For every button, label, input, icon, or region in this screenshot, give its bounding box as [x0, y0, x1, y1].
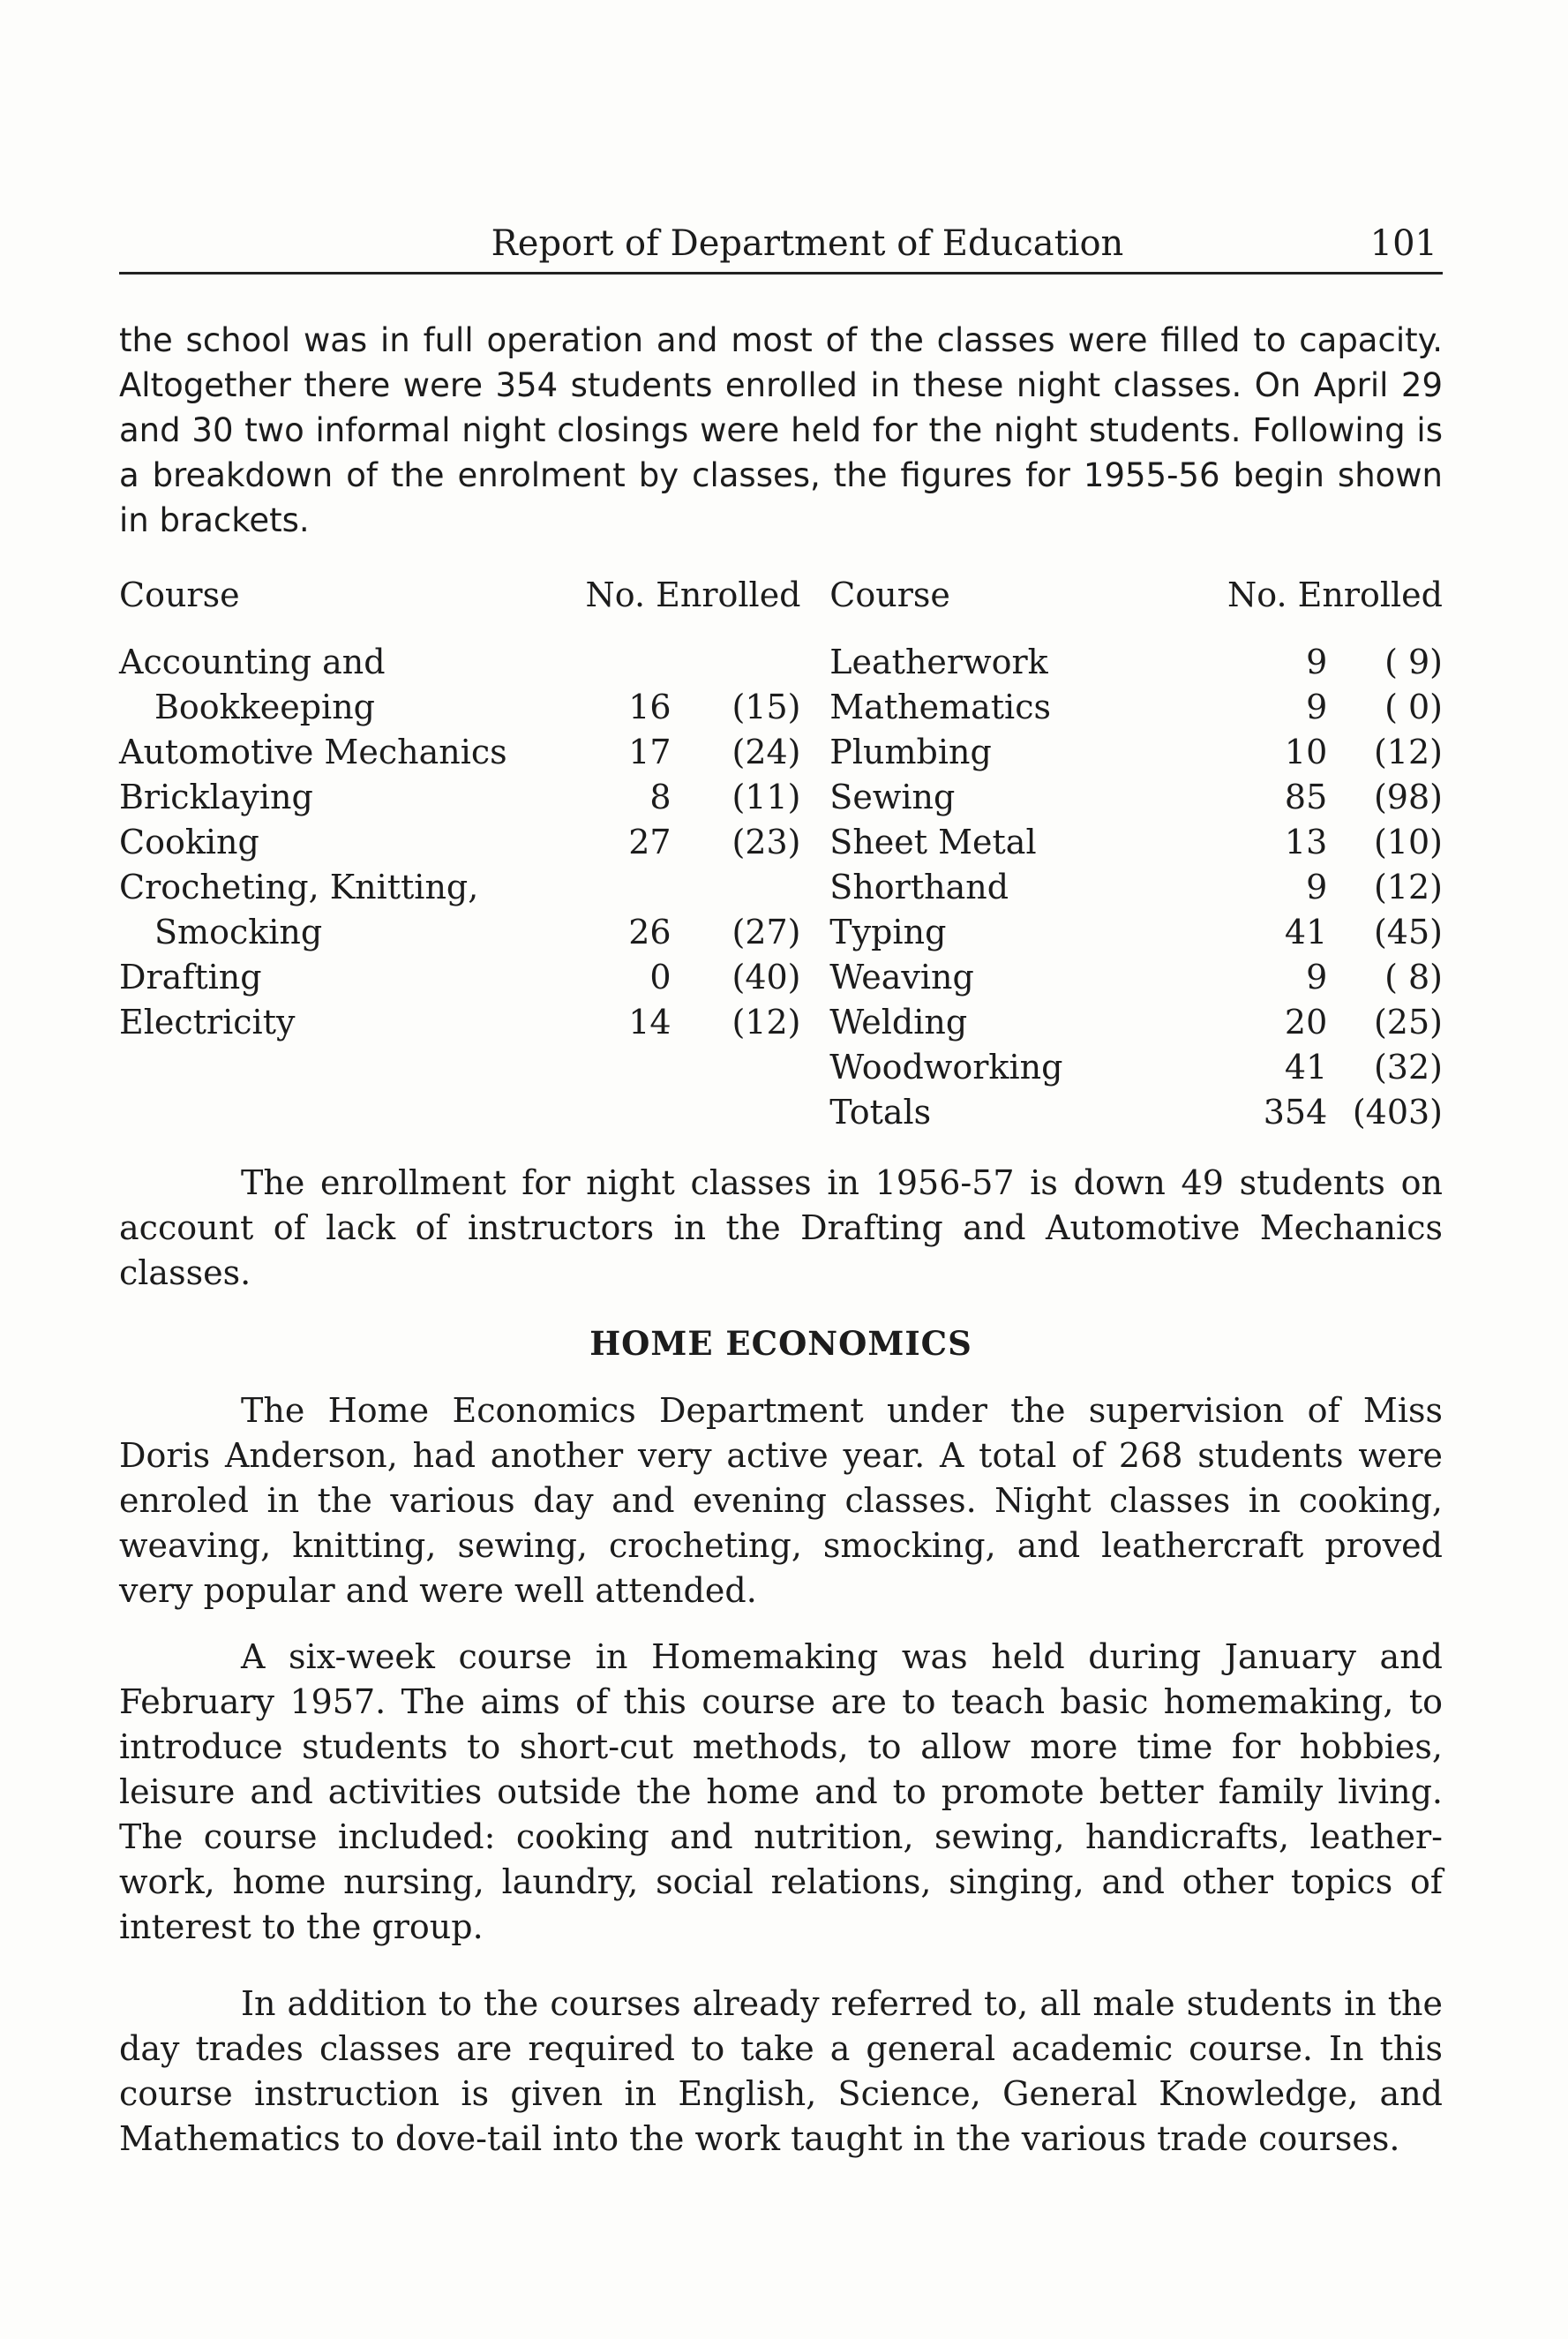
previous-year-count [693, 865, 801, 910]
table-row [119, 685, 1443, 730]
previous-year-count: (45) [1373, 913, 1443, 951]
previous-year-count: (10) [1373, 823, 1443, 861]
table-row [119, 730, 1443, 775]
enrolled-count: 9 [1306, 688, 1328, 726]
enrolled-count: 26 [628, 913, 671, 951]
previous-year-count: (11) [731, 778, 801, 816]
course-name [119, 1090, 581, 1135]
course-name: Shorthand [829, 868, 1009, 906]
column-spacer [801, 955, 830, 1000]
previous-year-count: (12) [1373, 733, 1443, 771]
home-economics-paragraph-1: The Home Economics Department under the supervision of Miss Doris Anderson, had another very active year. A total of 268 students were enroled in the various day and evening classes. Night classes in cooking, weaving, knitting, sewing, crocheting, smocking, and leathercraft proved very popular and were well attended. [119, 1391, 1443, 1610]
table-row [119, 955, 1443, 1000]
enrolled-count [581, 640, 693, 685]
table-row [119, 1090, 1443, 1135]
column-spacer [801, 1090, 830, 1135]
header-enrolled-right: No. Enrolled [1227, 575, 1443, 614]
previous-year-count: ( 9) [1384, 643, 1443, 681]
enrolled-count: 17 [628, 733, 671, 771]
header-rule [119, 272, 1443, 275]
enrolled-count: 9 [1306, 868, 1328, 906]
course-name: Electricity [119, 1003, 296, 1042]
header-title: Report of Department of Education [491, 223, 1124, 264]
enrolled-count: 27 [628, 823, 671, 861]
table-row [119, 820, 1443, 865]
previous-year-count: ( 0) [1384, 688, 1443, 726]
enrolled-count: 9 [1306, 643, 1328, 681]
previous-year-count: (40) [731, 958, 801, 997]
course-name: Mathematics [829, 688, 1051, 726]
page-number: 101 [1369, 223, 1437, 264]
previous-year-count: (32) [1373, 1048, 1443, 1087]
previous-year-count: (12) [1373, 868, 1443, 906]
enrolled-count: 41 [1284, 913, 1328, 951]
course-name: Drafting [119, 958, 262, 997]
course-name: Bookkeeping [154, 688, 375, 726]
enrolled-count [581, 865, 693, 910]
course-name [119, 1045, 581, 1090]
course-name: Typing [829, 913, 947, 951]
table-row [119, 1000, 1443, 1045]
enrolled-count: 14 [628, 1003, 671, 1042]
course-name: Sewing [829, 778, 956, 816]
course-name: Woodworking [829, 1048, 1063, 1087]
previous-year-count: (24) [731, 733, 801, 771]
enrolled-count: 10 [1284, 733, 1328, 771]
intro-paragraph: the school was in full operation and most of the classes were filled to capacity. Altogether there were 354 students enrolled in these night classes. On April 29 and 30 two informal night closings were held for the night students. Following is a breakdown of the enrolment by classes, the figures for 1955-56 begin shown in brackets. [119, 321, 1443, 539]
table-header-row [119, 572, 1443, 618]
document-page [119, 0, 1443, 2339]
previous-year-count: (98) [1373, 778, 1443, 816]
course-name: Smocking [154, 913, 323, 951]
previous-year-count: (15) [731, 688, 801, 726]
home-economics-paragraph-3: In addition to the courses already referred to, all male students in the day trades classes are required to take a general academic course. In this course instruction is given in English, Science, General Knowledge, and Mathematics to dove-tail into the work taught in the various trade courses. [119, 1984, 1443, 2158]
course-name: Accounting and [119, 643, 386, 681]
column-spacer [801, 865, 830, 910]
previous-year-count: (12) [731, 1003, 801, 1042]
course-name: Automotive Mechanics [119, 733, 507, 771]
header-enrolled-left: No. Enrolled [585, 575, 801, 614]
course-name: Bricklaying [119, 778, 313, 816]
enrolled-count: 0 [649, 958, 671, 997]
table-row [119, 1045, 1443, 1090]
column-spacer [801, 775, 830, 820]
enrolled-count: 20 [1284, 1003, 1328, 1042]
previous-year-count [693, 1045, 801, 1090]
column-spacer [801, 685, 830, 730]
header-course-left: Course [119, 575, 240, 614]
previous-year-count: (27) [731, 913, 801, 951]
column-spacer [801, 730, 830, 775]
enrolment-table [119, 572, 1443, 1135]
column-spacer [801, 820, 830, 865]
enrollment-paragraph: The enrollment for night classes in 1956-57 is down 49 students on account of lack of instructors in the Drafting and Automotive Mechanics classes. [119, 1163, 1443, 1292]
course-name: Sheet Metal [829, 823, 1037, 861]
course-name: Welding [829, 1003, 968, 1042]
enrolled-count: 9 [1306, 958, 1328, 997]
previous-year-count: (23) [731, 823, 801, 861]
column-spacer [801, 1045, 830, 1090]
running-header [119, 222, 1443, 265]
table-row [119, 775, 1443, 820]
header-course-right: Course [829, 575, 950, 614]
previous-year-count: ( 8) [1384, 958, 1443, 997]
column-spacer [801, 640, 830, 685]
enrolled-count: 13 [1284, 823, 1328, 861]
table-row [119, 865, 1443, 910]
enrolled-count: 41 [1284, 1048, 1328, 1087]
column-spacer [801, 910, 830, 955]
previous-year-count [693, 1090, 801, 1135]
enrolled-count: 85 [1284, 778, 1328, 816]
enrolled-count: 354 [1263, 1093, 1328, 1132]
previous-year-count: (403) [1352, 1093, 1443, 1132]
home-economics-paragraph-2: A six-week course in Homemaking was held during January and February 1957. The aims of this course are to teach basic homemaking, to introduce students to short-cut methods, to allow more time for hobbies, leisure and activities outside the home and to promote better family living. The course included: cooking and nutrition, sewing, handicrafts, leather-work, home nursing, laundry, social relations, singing, and other topics of interest to the group. [119, 1637, 1443, 1946]
section-heading: HOME ECONOMICS [589, 1324, 972, 1363]
course-name: Cooking [119, 823, 259, 861]
table-row [119, 910, 1443, 955]
previous-year-count [693, 640, 801, 685]
enrolled-count: 16 [628, 688, 671, 726]
course-name: Leatherwork [829, 643, 1048, 681]
enrolled-count [581, 1045, 693, 1090]
table-row [119, 640, 1443, 685]
column-spacer [801, 1000, 830, 1045]
course-name: Weaving [829, 958, 974, 997]
enrolled-count: 8 [649, 778, 671, 816]
course-name: Plumbing [829, 733, 992, 771]
course-name: Crocheting, Knitting, [119, 868, 479, 906]
course-name: Totals [829, 1093, 932, 1132]
enrolled-count [581, 1090, 693, 1135]
previous-year-count: (25) [1373, 1003, 1443, 1042]
